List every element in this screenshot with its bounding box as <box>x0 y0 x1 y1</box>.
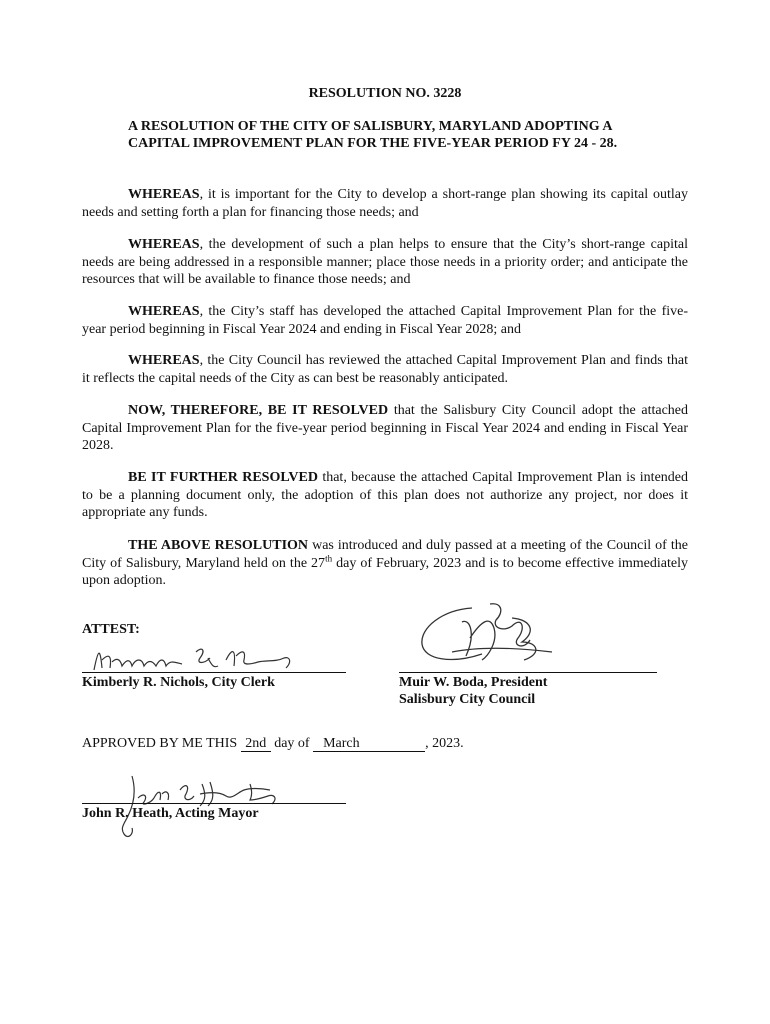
paragraph-text: , the City Council has reviewed the attached Capital Improvement Plan and finds that it reflects the capital needs of the City as can best be reasonably anticipated. <box>82 353 688 386</box>
clerk-signature-line <box>82 672 346 673</box>
whereas-paragraph-4 <box>82 352 688 387</box>
resolution-title: RESOLUTION NO. 3228 <box>308 86 462 101</box>
mayor-name-title: John R. Heath, Acting Mayor <box>82 806 259 821</box>
paragraph-lead: WHEREAS <box>128 353 200 368</box>
paragraph-lead: WHEREAS <box>128 304 200 319</box>
attest-label: ATTEST: <box>82 622 140 637</box>
paragraph-lead: WHEREAS <box>128 237 200 252</box>
paragraph-lead: THE ABOVE RESOLUTION <box>128 538 309 553</box>
paragraph-lead: NOW, THEREFORE, BE IT RESOLVED <box>128 403 389 418</box>
clerk-name-title: Kimberly R. Nichols, City Clerk <box>82 675 275 690</box>
resolved-paragraph <box>82 402 688 455</box>
paragraph-lead: BE IT FURTHER RESOLVED <box>128 470 318 485</box>
whereas-paragraph-3 <box>82 303 688 338</box>
president-body: Salisbury City Council <box>399 692 536 707</box>
approval-month: March <box>313 737 425 752</box>
president-signature <box>412 598 592 678</box>
paragraph-text: , the City’s staff has developed the attached Capital Improvement Plan for the five-year period beginning in Fiscal Year 2024 and ending in Fiscal Year 2028; and <box>82 304 688 337</box>
resolution-subject: A RESOLUTION OF THE CITY OF SALISBURY, MARYLAND ADOPTING A CAPITAL IMPROVEMENT PLAN FOR THE FIVE-YEAR PERIOD FY 24 - 28. <box>128 119 618 151</box>
adoption-paragraph: THE ABOVE RESOLUTION was introduced and duly passed at a meeting of the Council of the City of Salisbury, Maryland held on the 27th day of February, 2023 and is to become effective immediately upon adoption. <box>82 538 688 588</box>
paragraph-text: , the development of such a plan helps to ensure that the City’s short-range capital needs are being addressed in a responsible manner; place those needs in a priority order; and anticipate the resources that will be available to finance those needs; and <box>82 237 688 287</box>
whereas-paragraph-2 <box>82 236 688 289</box>
paragraph-text: that, because the attached Capital Improvement Plan is intended to be a planning document only, the adoption of this plan does not authorize any project, nor does it appropriate any funds. <box>82 470 688 520</box>
approval-prefix: APPROVED BY ME THIS <box>82 736 238 751</box>
mayor-signature-line <box>82 803 346 804</box>
further-resolved-paragraph <box>82 469 688 522</box>
paragraph-text: , it is important for the City to develop a short-range plan showing its capital outlay needs and setting forth a plan for financing those needs; and <box>82 187 688 220</box>
approval-suffix: , 2023. <box>425 736 464 751</box>
president-signature-line <box>399 672 657 673</box>
president-name-title: Muir W. Boda, President <box>399 675 548 690</box>
approval-middle: day of <box>274 736 310 751</box>
approval-day: 2nd <box>241 737 271 752</box>
paragraph-lead: WHEREAS <box>128 187 200 202</box>
paragraph-text: that the Salisbury City Council adopt the attached Capital Improvement Plan for the five-year period beginning in Fiscal Year 2024 and ending in Fiscal Year 2028. <box>82 403 689 453</box>
whereas-paragraph-1 <box>82 186 688 221</box>
approval-line <box>82 736 464 752</box>
